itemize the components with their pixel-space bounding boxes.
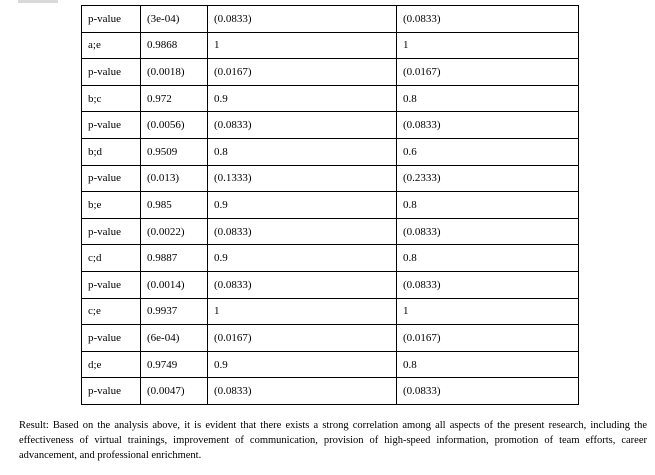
pearson-cell: 0.9509 [141, 138, 208, 165]
kendall-cell: 1 [397, 298, 579, 325]
pearson-cell: (0.0014) [141, 271, 208, 298]
spearman-cell: 0.9 [208, 192, 397, 219]
row-label: c;e [82, 298, 141, 325]
table-row [82, 165, 579, 192]
table-row [82, 351, 579, 378]
result-paragraph: Result: Based on the analysis above, it is evident that there exists a strong correlation among all aspects of the present research, including the effectiveness of virtual trainings, improvement of communication, provision of high-speed information, promotion of team efforts, career advancement, and professional enrichment. [19, 420, 647, 461]
spearman-cell: (0.0167) [208, 325, 397, 352]
pearson-cell: 0.9749 [141, 351, 208, 378]
spearman-cell: (0.0833) [208, 6, 397, 33]
spearman-cell: 1 [208, 32, 397, 59]
spearman-cell: 0.8 [208, 138, 397, 165]
spearman-cell: 1 [208, 298, 397, 325]
kendall-cell: (0.0167) [397, 325, 579, 352]
row-label: b;d [82, 138, 141, 165]
kendall-cell: (0.0833) [397, 378, 579, 405]
kendall-cell: (0.0167) [397, 59, 579, 86]
correlation-table-container [81, 5, 579, 405]
spearman-cell: (0.0833) [208, 218, 397, 245]
pearson-cell: 0.9868 [141, 32, 208, 59]
kendall-cell: 0.8 [397, 192, 579, 219]
spearman-cell: 0.9 [208, 245, 397, 272]
table-row [82, 32, 579, 59]
kendall-cell: 0.6 [397, 138, 579, 165]
pearson-cell: (0.0018) [141, 59, 208, 86]
table-row [82, 138, 579, 165]
correlation-table [81, 5, 579, 405]
row-label: a;e [82, 32, 141, 59]
pearson-cell: (0.0056) [141, 112, 208, 139]
table-row [82, 59, 579, 86]
kendall-cell: 0.8 [397, 85, 579, 112]
kendall-cell: 0.8 [397, 245, 579, 272]
row-label: p-value [82, 6, 141, 33]
table-row [82, 271, 579, 298]
table-row [82, 192, 579, 219]
pearson-cell: (6e-04) [141, 325, 208, 352]
table-row [82, 378, 579, 405]
spearman-cell: (0.0833) [208, 112, 397, 139]
kendall-cell: (0.0833) [397, 271, 579, 298]
row-label: p-value [82, 271, 141, 298]
kendall-cell: (0.0833) [397, 218, 579, 245]
row-label: p-value [82, 218, 141, 245]
table-row [82, 325, 579, 352]
row-label: p-value [82, 378, 141, 405]
row-label: b;c [82, 85, 141, 112]
pearson-cell: 0.9887 [141, 245, 208, 272]
kendall-cell: (0.0833) [397, 6, 579, 33]
table-row [82, 218, 579, 245]
pearson-cell: 0.9937 [141, 298, 208, 325]
pearson-cell: 0.972 [141, 85, 208, 112]
pearson-cell: (0.013) [141, 165, 208, 192]
table-row [82, 245, 579, 272]
pearson-cell: (0.0022) [141, 218, 208, 245]
row-label: c;d [82, 245, 141, 272]
table-row [82, 85, 579, 112]
row-label: p-value [82, 165, 141, 192]
spearman-cell: (0.0167) [208, 59, 397, 86]
kendall-cell: (0.0833) [397, 112, 579, 139]
pearson-cell: 0.985 [141, 192, 208, 219]
row-label: p-value [82, 112, 141, 139]
kendall-cell: (0.2333) [397, 165, 579, 192]
kendall-cell: 1 [397, 32, 579, 59]
table-row [82, 6, 579, 33]
row-label: b;e [82, 192, 141, 219]
spearman-cell: 0.9 [208, 351, 397, 378]
row-label: p-value [82, 325, 141, 352]
pearson-cell: (0.0047) [141, 378, 208, 405]
kendall-cell: 0.8 [397, 351, 579, 378]
row-label: p-value [82, 59, 141, 86]
correlation-table-body [82, 6, 579, 405]
pearson-cell: (3e-04) [141, 6, 208, 33]
spearman-cell: 0.9 [208, 85, 397, 112]
table-row [82, 112, 579, 139]
spearman-cell: (0.1333) [208, 165, 397, 192]
table-row [82, 298, 579, 325]
spearman-cell: (0.0833) [208, 271, 397, 298]
spearman-cell: (0.0833) [208, 378, 397, 405]
page-edge-artifact [18, 0, 58, 3]
row-label: d;e [82, 351, 141, 378]
